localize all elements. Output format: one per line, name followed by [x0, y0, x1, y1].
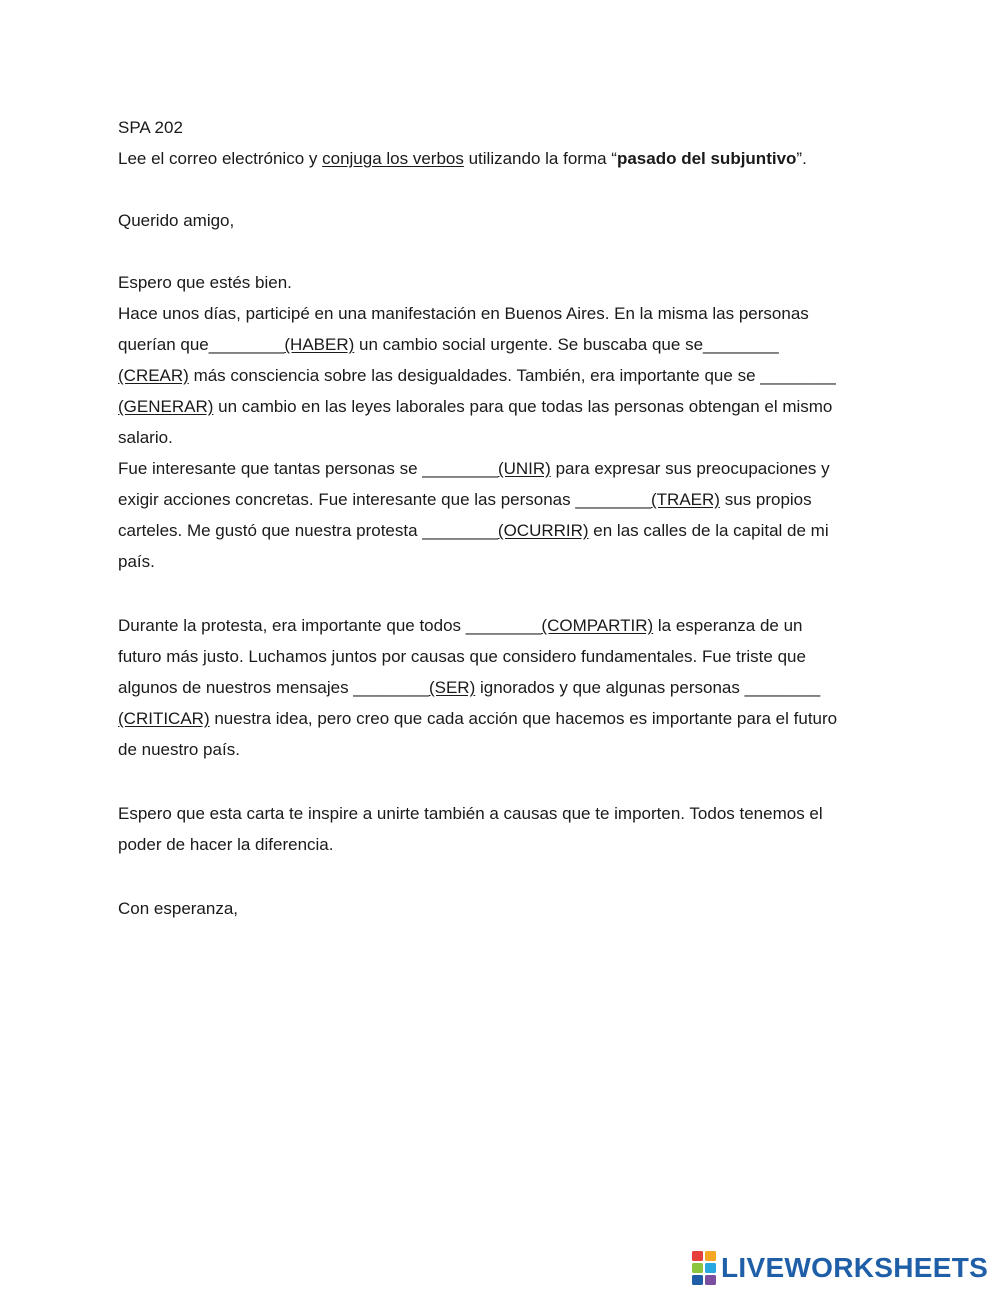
liveworksheets-logo: [692, 1251, 988, 1285]
paragraph-1: [118, 267, 888, 577]
text-line: país.: [118, 552, 155, 571]
greeting: Querido amigo,: [118, 211, 235, 230]
text-line: querían que________(HABER) un cambio social urgente. Se buscaba que se________: [118, 335, 779, 354]
text-line: exigir acciones concretas. Fue interesante que las personas ________(TRAER) sus propios: [118, 490, 812, 509]
brand-name: LIVEWORKSHEETS: [721, 1252, 989, 1283]
course-code: SPA 202: [118, 118, 183, 137]
instruction-link: conjuga los verbos: [322, 149, 464, 168]
verb-generar: (GENERAR): [118, 397, 214, 416]
text-line: (CREAR) más consciencia sobre las desigualdades. También, era importante que se ________: [118, 366, 836, 385]
text-line: de nuestro país.: [118, 740, 240, 759]
paragraph-3: [118, 798, 888, 860]
text-line: poder de hacer la diferencia.: [118, 835, 334, 854]
instruction-bold: pasado del subjuntivo: [616, 149, 797, 168]
text-line: futuro más justo. Luchamos juntos por causas que considero fundamentales. Fue triste que: [118, 647, 806, 666]
text-line: carteles. Me gustó que nuestra protesta ________(OCURRIR) en las calles de la capital de mi: [118, 521, 829, 540]
verb-ser: (SER): [428, 678, 476, 697]
liveworksheets-logo-icon: [692, 1251, 716, 1285]
text-line: Espero que esta carta te inspire a unirte también a causas que te importen. Todos tenemos el: [118, 804, 823, 823]
instructions: Lee el correo electrónico y conjuga los verbos utilizando la forma “pasado del subjuntivo”.: [118, 149, 807, 168]
verb-ocurrir: (OCURRIR): [497, 521, 589, 540]
paragraph-2: [118, 610, 888, 765]
worksheet-page: [118, 112, 888, 924]
text-line: salario.: [118, 428, 173, 447]
text-line: Espero que estés bien.: [118, 273, 292, 292]
text-line: (CRITICAR) nuestra idea, pero creo que cada acción que hacemos es importante para el futuro: [118, 709, 838, 728]
verb-unir: (UNIR): [497, 459, 551, 478]
text-line: Hace unos días, participé en una manifestación en Buenos Aires. En la misma las personas: [118, 304, 809, 323]
text-line: (GENERAR) un cambio en las leyes laborales para que todas las personas obtengan el mismo: [118, 397, 833, 416]
verb-haber: (HABER): [284, 335, 355, 354]
text-line: algunos de nuestros mensajes ________(SER) ignorados y que algunas personas ________: [118, 678, 821, 697]
verb-traer: (TRAER): [651, 490, 720, 509]
verb-criticar: (CRITICAR): [118, 709, 210, 728]
verb-compartir: (COMPARTIR): [541, 616, 654, 635]
text-line: Fue interesante que tantas personas se ________(UNIR) para expresar sus preocupaciones y: [118, 459, 830, 478]
closing: Con esperanza,: [118, 899, 239, 918]
text-line: Durante la protesta, era importante que todos ________(COMPARTIR) la esperanza de un: [118, 616, 803, 635]
verb-crear: (CREAR): [118, 366, 189, 385]
